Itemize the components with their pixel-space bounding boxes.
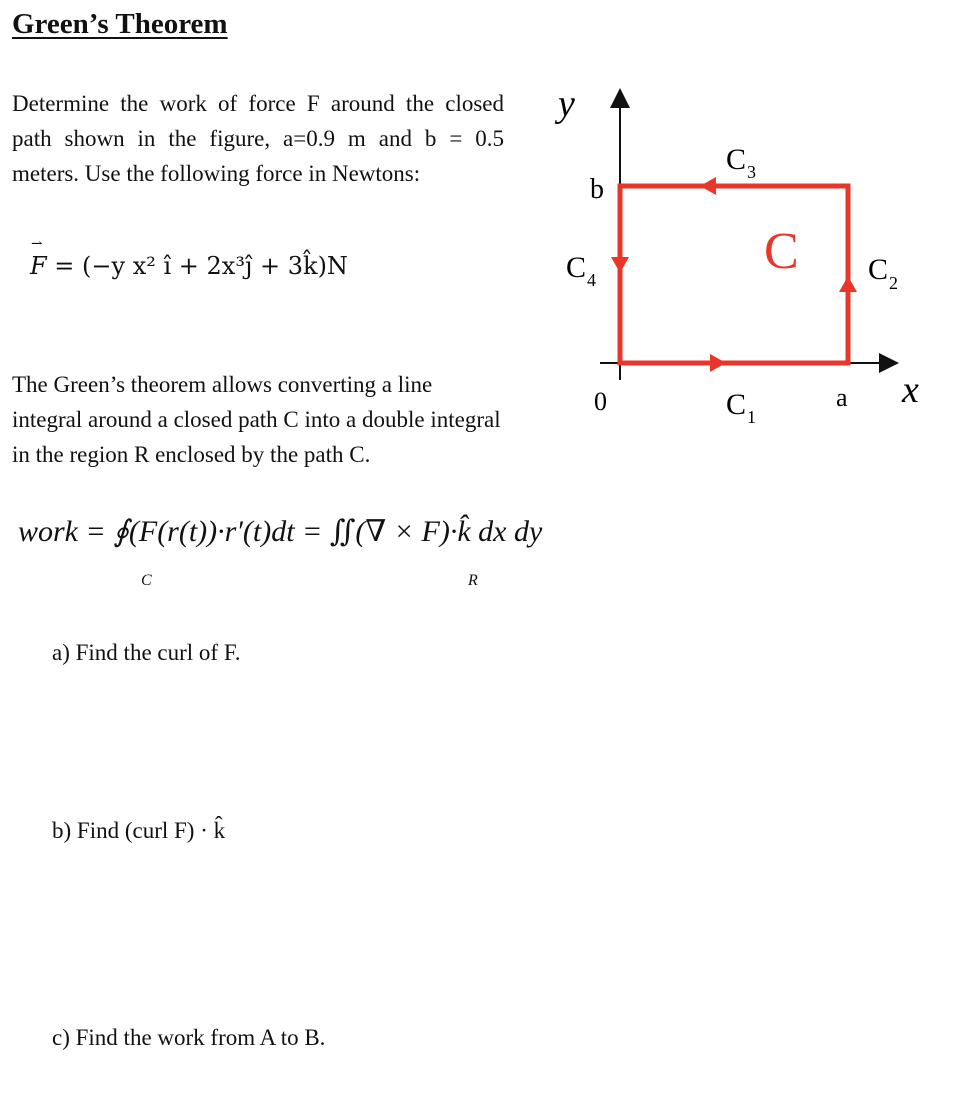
- a-label: a: [836, 383, 848, 412]
- problem-intro: Determine the work of force F around the closed path shown in the figure, a=0.9 m and b = 0.5 meters. Use the following force in Newtons:: [12, 91, 504, 186]
- c2-direction-arrow: [839, 276, 857, 292]
- question-c: c) Find the work from A to B.: [52, 1025, 326, 1050]
- force-vector-symbol: ⇀ F: [30, 252, 47, 280]
- closed-path-rectangle: [620, 186, 848, 363]
- c4-label: C: [566, 251, 587, 284]
- origin-label: 0: [594, 387, 607, 416]
- work-formula: work = ∮(F(r(t))·r′(t)dt = ∬(∇ × F)·k̂ dx dy: [18, 515, 543, 548]
- c3-subscript: 3: [747, 162, 756, 182]
- line-integral-subscript: C: [141, 572, 152, 589]
- c4-direction-arrow: [611, 257, 629, 273]
- force-equation-rhs: = (−y x² ı̂ + 2x³ȷ̂ + 3k̂)N: [54, 252, 348, 280]
- question-a: a) Find the curl of F.: [52, 640, 241, 665]
- b-label: b: [590, 174, 604, 205]
- c2-label: C: [868, 253, 889, 286]
- c1-direction-arrow: [710, 354, 726, 372]
- c4-subscript: 4: [587, 270, 596, 290]
- force-equation: [30, 252, 348, 280]
- c3-label: C: [726, 143, 747, 176]
- page-title: Green’s Theorem: [12, 8, 228, 40]
- c1-label: C: [726, 388, 747, 421]
- closed-path-figure: [540, 80, 956, 440]
- y-axis-label: y: [558, 83, 575, 125]
- x-axis-label: x: [902, 369, 919, 411]
- c1-subscript: 1: [747, 407, 756, 427]
- c2-subscript: 2: [889, 273, 898, 293]
- c3-direction-arrow: [700, 177, 716, 195]
- region-path-label: C: [764, 223, 799, 280]
- double-integral-subscript: R: [468, 572, 478, 589]
- greens-theorem-explanation: The Green’s theorem allows converting a line integral around a closed path C into a double integral in the region R enclosed by the path C.: [12, 372, 501, 467]
- question-b: b) Find (curl F) · k̂: [52, 818, 226, 843]
